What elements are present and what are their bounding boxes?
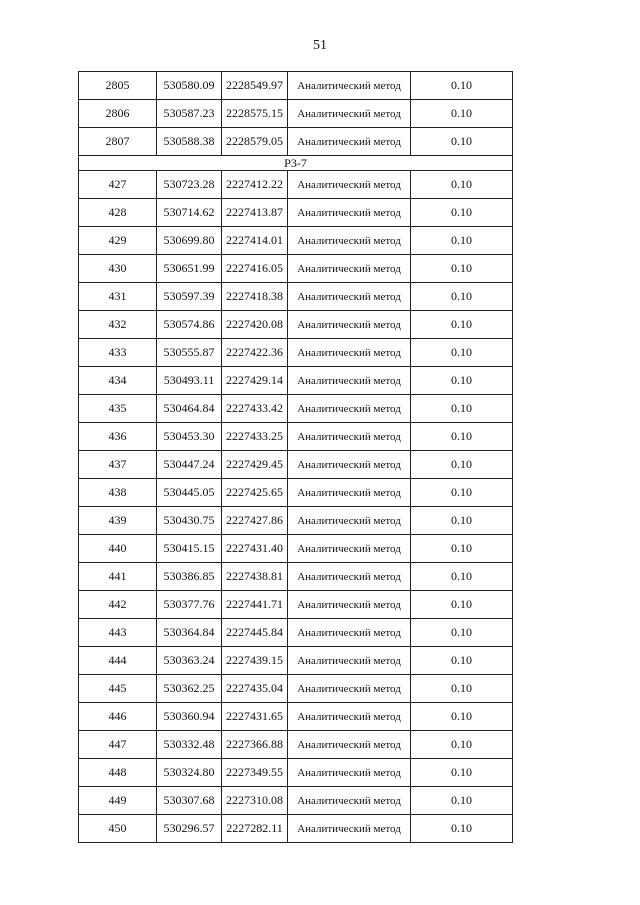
- y-coordinate-cell: 2227425.65: [222, 479, 288, 507]
- point-number-cell: 445: [79, 675, 157, 703]
- accuracy-cell: 0.10: [411, 199, 513, 227]
- method-cell: Аналитический метод: [288, 395, 411, 423]
- accuracy-cell: 0.10: [411, 563, 513, 591]
- y-coordinate-cell: 2227366.88: [222, 731, 288, 759]
- y-coordinate-cell: 2227439.15: [222, 647, 288, 675]
- method-cell: Аналитический метод: [288, 100, 411, 128]
- method-cell: Аналитический метод: [288, 591, 411, 619]
- y-coordinate-cell: 2227413.87: [222, 199, 288, 227]
- accuracy-cell: 0.10: [411, 759, 513, 787]
- accuracy-cell: 0.10: [411, 507, 513, 535]
- method-cell: Аналитический метод: [288, 339, 411, 367]
- accuracy-cell: 0.10: [411, 591, 513, 619]
- point-number-cell: 432: [79, 311, 157, 339]
- accuracy-cell: 0.10: [411, 72, 513, 100]
- method-cell: Аналитический метод: [288, 311, 411, 339]
- accuracy-cell: 0.10: [411, 647, 513, 675]
- accuracy-cell: 0.10: [411, 255, 513, 283]
- x-coordinate-cell: 530445.05: [157, 479, 222, 507]
- accuracy-cell: 0.10: [411, 619, 513, 647]
- y-coordinate-cell: 2227349.55: [222, 759, 288, 787]
- point-number-cell: 438: [79, 479, 157, 507]
- accuracy-cell: 0.10: [411, 535, 513, 563]
- y-coordinate-cell: 2227441.71: [222, 591, 288, 619]
- x-coordinate-cell: 530555.87: [157, 339, 222, 367]
- x-coordinate-cell: 530362.25: [157, 675, 222, 703]
- point-number-cell: 439: [79, 507, 157, 535]
- method-cell: Аналитический метод: [288, 423, 411, 451]
- accuracy-cell: 0.10: [411, 423, 513, 451]
- accuracy-cell: 0.10: [411, 451, 513, 479]
- table-row: [79, 311, 513, 339]
- point-number-cell: 434: [79, 367, 157, 395]
- point-number-cell: 440: [79, 535, 157, 563]
- point-number-cell: 433: [79, 339, 157, 367]
- table-row: [79, 507, 513, 535]
- x-coordinate-cell: 530332.48: [157, 731, 222, 759]
- table-row: [79, 339, 513, 367]
- point-number-cell: 447: [79, 731, 157, 759]
- x-coordinate-cell: 530588.38: [157, 128, 222, 156]
- table-row: [79, 619, 513, 647]
- method-cell: Аналитический метод: [288, 199, 411, 227]
- point-number-cell: 2807: [79, 128, 157, 156]
- point-number-cell: 442: [79, 591, 157, 619]
- method-cell: Аналитический метод: [288, 171, 411, 199]
- point-number-cell: 436: [79, 423, 157, 451]
- method-cell: Аналитический метод: [288, 647, 411, 675]
- x-coordinate-cell: 530430.75: [157, 507, 222, 535]
- x-coordinate-cell: 530363.24: [157, 647, 222, 675]
- coordinates-table: [78, 71, 513, 843]
- method-cell: Аналитический метод: [288, 731, 411, 759]
- accuracy-cell: 0.10: [411, 367, 513, 395]
- table-row: [79, 759, 513, 787]
- accuracy-cell: 0.10: [411, 311, 513, 339]
- section-title: Р3-7: [79, 156, 513, 171]
- y-coordinate-cell: 2227282.11: [222, 815, 288, 843]
- x-coordinate-cell: 530296.57: [157, 815, 222, 843]
- point-number-cell: 449: [79, 787, 157, 815]
- x-coordinate-cell: 530464.84: [157, 395, 222, 423]
- coordinates-table-body: [79, 72, 513, 843]
- table-row: [79, 283, 513, 311]
- method-cell: Аналитический метод: [288, 255, 411, 283]
- table-row: [79, 479, 513, 507]
- point-number-cell: 435: [79, 395, 157, 423]
- method-cell: Аналитический метод: [288, 72, 411, 100]
- table-row: [79, 367, 513, 395]
- table-row: [79, 787, 513, 815]
- point-number-cell: 437: [79, 451, 157, 479]
- accuracy-cell: 0.10: [411, 171, 513, 199]
- y-coordinate-cell: 2227431.40: [222, 535, 288, 563]
- y-coordinate-cell: 2228549.97: [222, 72, 288, 100]
- accuracy-cell: 0.10: [411, 703, 513, 731]
- table-row: [79, 731, 513, 759]
- y-coordinate-cell: 2227422.36: [222, 339, 288, 367]
- accuracy-cell: 0.10: [411, 787, 513, 815]
- x-coordinate-cell: 530580.09: [157, 72, 222, 100]
- y-coordinate-cell: 2228575.15: [222, 100, 288, 128]
- x-coordinate-cell: 530377.76: [157, 591, 222, 619]
- table-row: [79, 171, 513, 199]
- y-coordinate-cell: 2227418.38: [222, 283, 288, 311]
- accuracy-cell: 0.10: [411, 227, 513, 255]
- method-cell: Аналитический метод: [288, 675, 411, 703]
- accuracy-cell: 0.10: [411, 283, 513, 311]
- point-number-cell: 2805: [79, 72, 157, 100]
- table-row: [79, 423, 513, 451]
- y-coordinate-cell: 2227427.86: [222, 507, 288, 535]
- y-coordinate-cell: 2227310.08: [222, 787, 288, 815]
- table-row: [79, 535, 513, 563]
- accuracy-cell: 0.10: [411, 100, 513, 128]
- point-number-cell: 431: [79, 283, 157, 311]
- point-number-cell: 427: [79, 171, 157, 199]
- y-coordinate-cell: 2227438.81: [222, 563, 288, 591]
- table-row: [79, 563, 513, 591]
- method-cell: Аналитический метод: [288, 507, 411, 535]
- method-cell: Аналитический метод: [288, 227, 411, 255]
- method-cell: Аналитический метод: [288, 787, 411, 815]
- x-coordinate-cell: 530597.39: [157, 283, 222, 311]
- table-row: [79, 703, 513, 731]
- table-row: [79, 451, 513, 479]
- x-coordinate-cell: 530651.99: [157, 255, 222, 283]
- y-coordinate-cell: 2227412.22: [222, 171, 288, 199]
- y-coordinate-cell: 2227431.65: [222, 703, 288, 731]
- x-coordinate-cell: 530493.11: [157, 367, 222, 395]
- x-coordinate-cell: 530386.85: [157, 563, 222, 591]
- accuracy-cell: 0.10: [411, 128, 513, 156]
- point-number-cell: 443: [79, 619, 157, 647]
- accuracy-cell: 0.10: [411, 395, 513, 423]
- method-cell: Аналитический метод: [288, 703, 411, 731]
- method-cell: Аналитический метод: [288, 815, 411, 843]
- method-cell: Аналитический метод: [288, 619, 411, 647]
- table-row: [79, 227, 513, 255]
- x-coordinate-cell: 530714.62: [157, 199, 222, 227]
- table-row: [79, 815, 513, 843]
- accuracy-cell: 0.10: [411, 339, 513, 367]
- y-coordinate-cell: 2227429.14: [222, 367, 288, 395]
- y-coordinate-cell: 2228579.05: [222, 128, 288, 156]
- y-coordinate-cell: 2227445.84: [222, 619, 288, 647]
- point-number-cell: 429: [79, 227, 157, 255]
- method-cell: Аналитический метод: [288, 451, 411, 479]
- table-row: [79, 255, 513, 283]
- x-coordinate-cell: 530415.15: [157, 535, 222, 563]
- accuracy-cell: 0.10: [411, 479, 513, 507]
- y-coordinate-cell: 2227429.45: [222, 451, 288, 479]
- table-row: [79, 591, 513, 619]
- point-number-cell: 428: [79, 199, 157, 227]
- x-coordinate-cell: 530453.30: [157, 423, 222, 451]
- table-row: [79, 675, 513, 703]
- y-coordinate-cell: 2227416.05: [222, 255, 288, 283]
- accuracy-cell: 0.10: [411, 731, 513, 759]
- method-cell: Аналитический метод: [288, 535, 411, 563]
- method-cell: Аналитический метод: [288, 479, 411, 507]
- table-row: [79, 128, 513, 156]
- method-cell: Аналитический метод: [288, 563, 411, 591]
- x-coordinate-cell: 530447.24: [157, 451, 222, 479]
- table-row: [79, 647, 513, 675]
- method-cell: Аналитический метод: [288, 283, 411, 311]
- x-coordinate-cell: 530364.84: [157, 619, 222, 647]
- y-coordinate-cell: 2227433.42: [222, 395, 288, 423]
- y-coordinate-cell: 2227414.01: [222, 227, 288, 255]
- x-coordinate-cell: 530723.28: [157, 171, 222, 199]
- y-coordinate-cell: 2227435.04: [222, 675, 288, 703]
- point-number-cell: 2806: [79, 100, 157, 128]
- point-number-cell: 448: [79, 759, 157, 787]
- point-number-cell: 446: [79, 703, 157, 731]
- method-cell: Аналитический метод: [288, 128, 411, 156]
- page-number: 51: [313, 38, 327, 53]
- y-coordinate-cell: 2227420.08: [222, 311, 288, 339]
- point-number-cell: 430: [79, 255, 157, 283]
- x-coordinate-cell: 530324.80: [157, 759, 222, 787]
- table-row: [79, 72, 513, 100]
- table-row: [79, 199, 513, 227]
- point-number-cell: 450: [79, 815, 157, 843]
- point-number-cell: 444: [79, 647, 157, 675]
- x-coordinate-cell: 530307.68: [157, 787, 222, 815]
- table-row: [79, 100, 513, 128]
- x-coordinate-cell: 530699.80: [157, 227, 222, 255]
- x-coordinate-cell: 530574.86: [157, 311, 222, 339]
- section-header-row: [79, 156, 513, 171]
- accuracy-cell: 0.10: [411, 815, 513, 843]
- accuracy-cell: 0.10: [411, 675, 513, 703]
- table-row: [79, 395, 513, 423]
- x-coordinate-cell: 530360.94: [157, 703, 222, 731]
- point-number-cell: 441: [79, 563, 157, 591]
- y-coordinate-cell: 2227433.25: [222, 423, 288, 451]
- x-coordinate-cell: 530587.23: [157, 100, 222, 128]
- method-cell: Аналитический метод: [288, 759, 411, 787]
- method-cell: Аналитический метод: [288, 367, 411, 395]
